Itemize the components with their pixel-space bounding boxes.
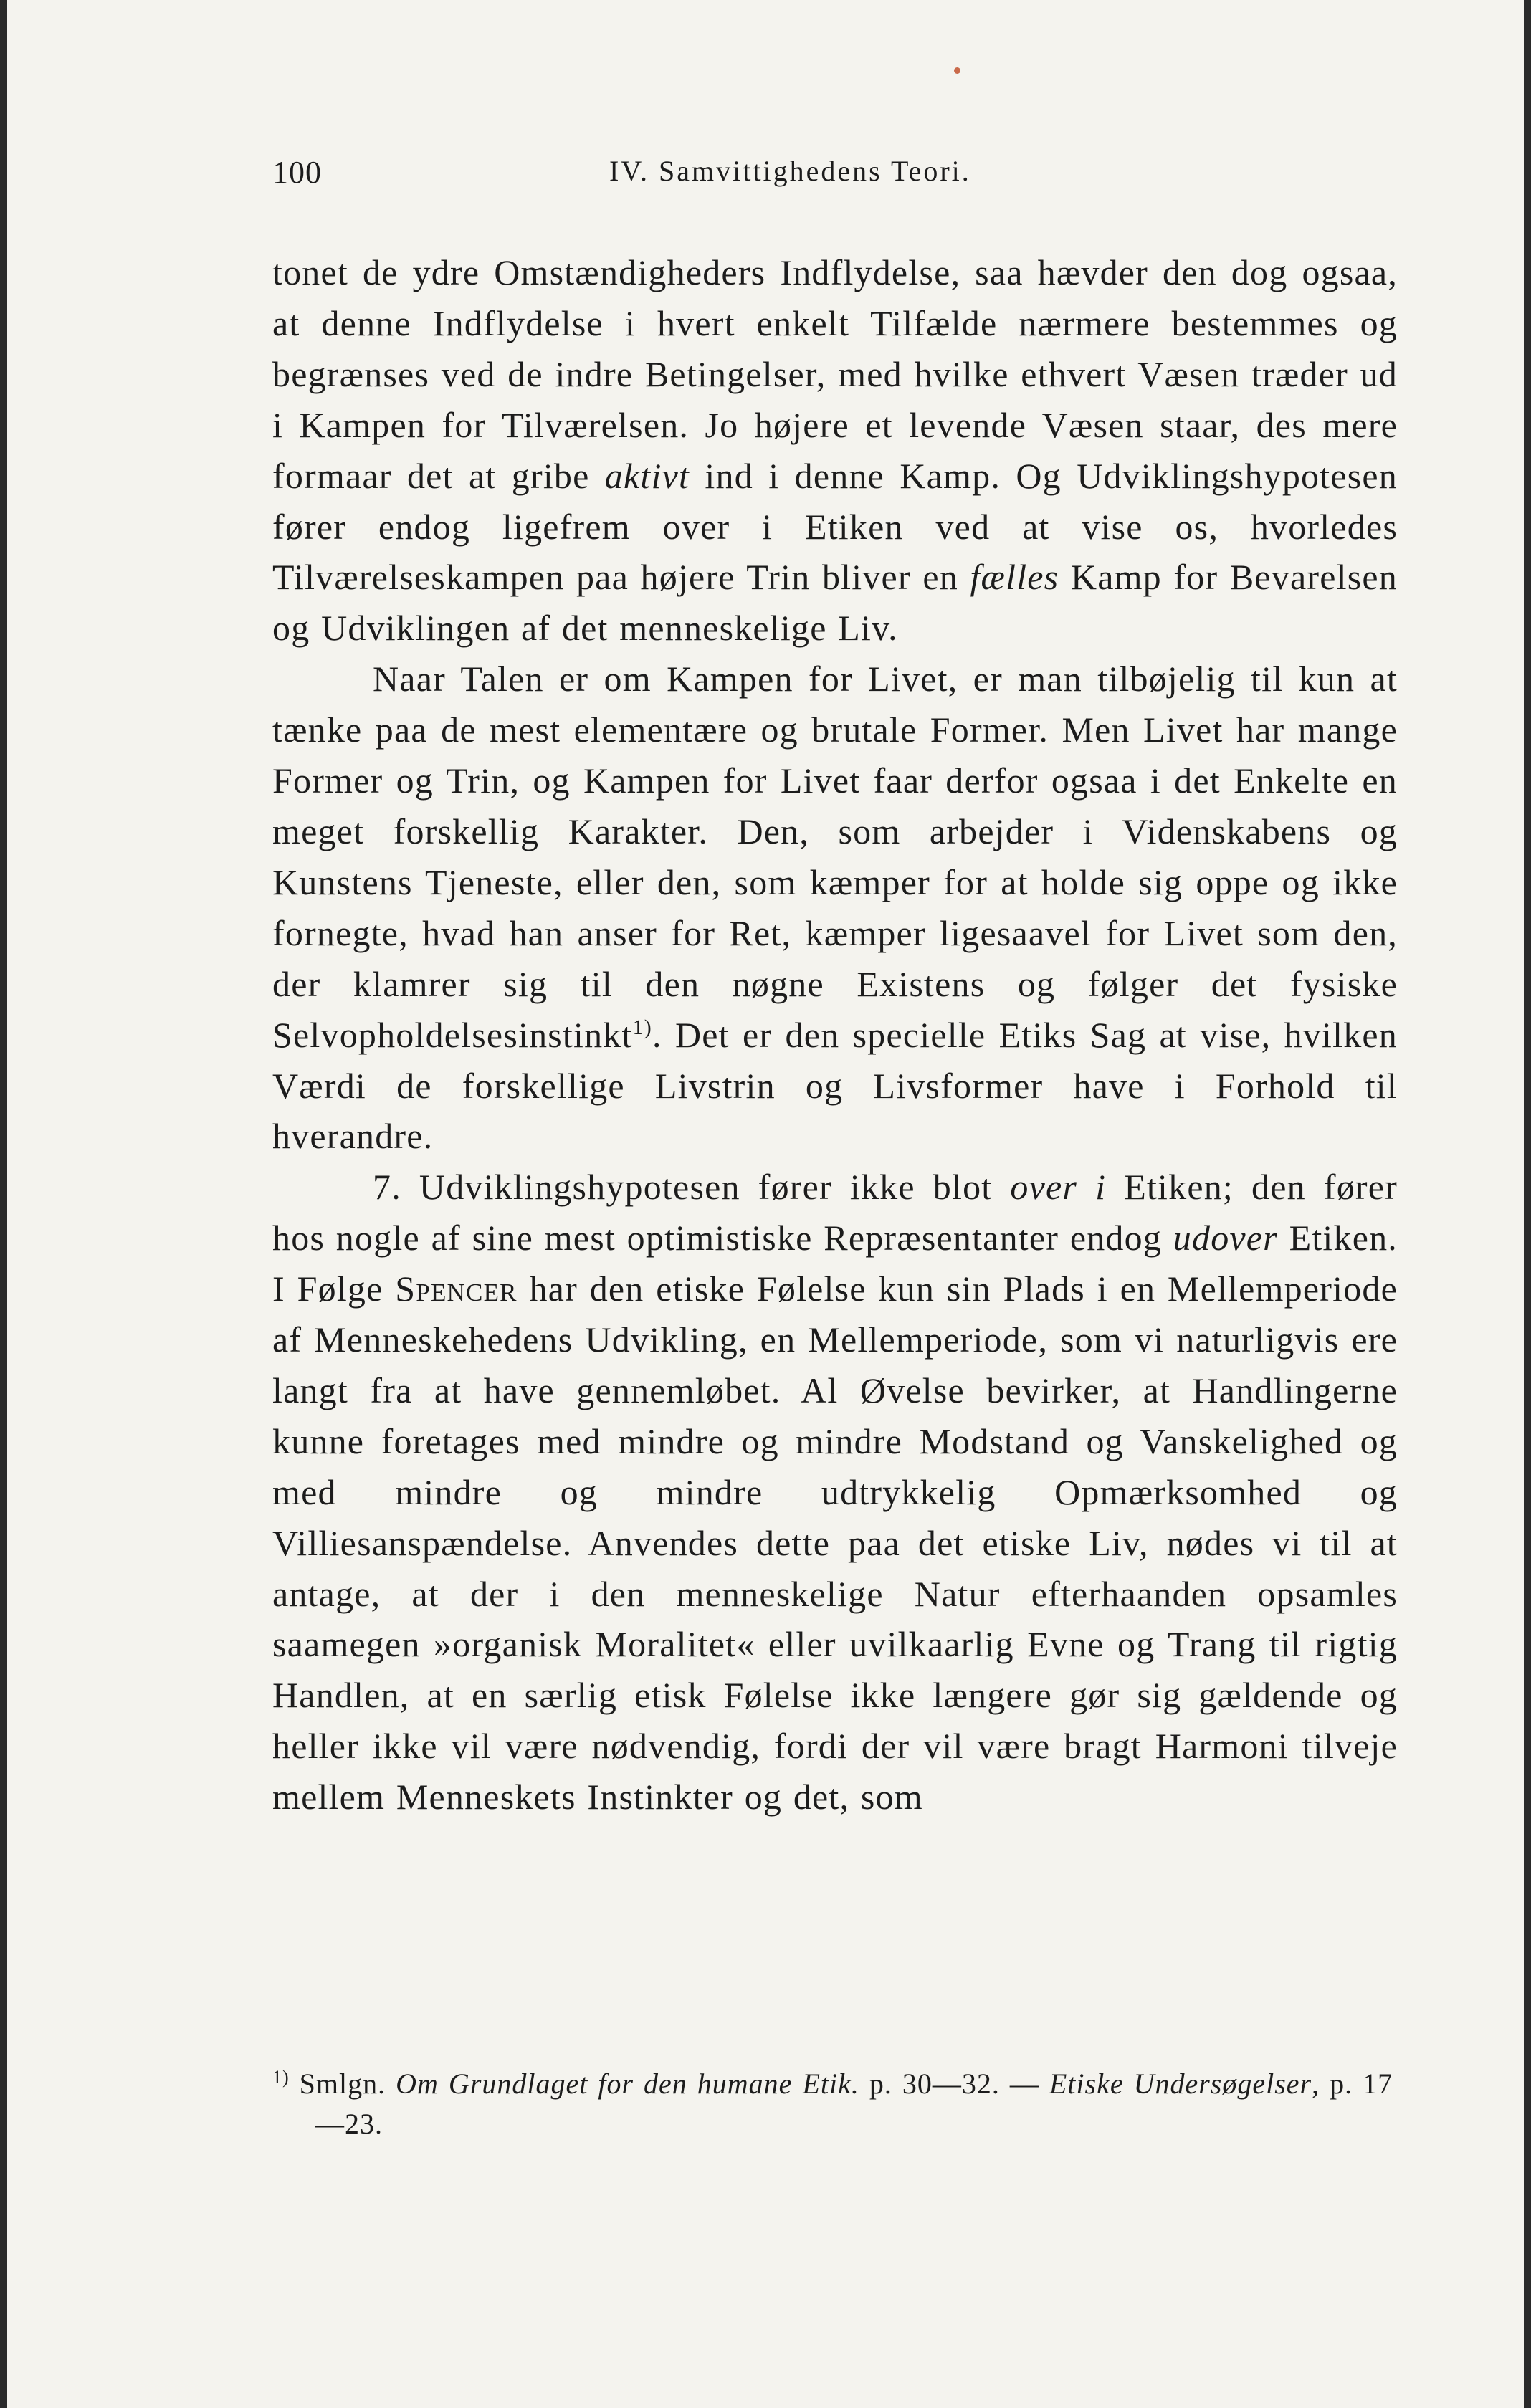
body-text <box>272 247 1398 1822</box>
small-caps-name: Spencer <box>395 1268 518 1309</box>
paragraph <box>272 247 1398 654</box>
footnote <box>272 2064 1398 2144</box>
text-run: ind i denne Kamp. Og Udviklingshypotesen fører endog ligefrem over i Etiken ved at vise os, hvorledes Tilværelseskampen paa højere Trin bliver en <box>272 455 1398 598</box>
italic-text: over <box>1010 1167 1078 1208</box>
text-run: p. 30—32. — <box>859 2068 1049 2100</box>
text-run: Smlgn. <box>289 2068 396 2100</box>
page-number: 100 <box>272 155 322 190</box>
text-run: Naar Talen er om Kampen for Livet, er man tilbøjelig til kun at tænke paa de mest elementære og brutale Former. Men Livet har mange Former og Trin, og Kampen for Livet faar derfor ogsaa i det Enkelte en meget forskellig Karakter. Den, som arbejder i Videnskabens og Kunstens Tjeneste, eller den, som kæmper for at holde sig oppe og ikke fornegte, hvad han anser for Ret, kæmper ligesaavel for Livet som den, der klamrer sig til den nøgne Existens og følger det fysiske Selvopholdelsesinstinkt <box>272 659 1398 1055</box>
italic-text: aktivt <box>604 455 690 496</box>
scan-edge-right <box>1524 0 1531 2408</box>
footnote-marker: 1) <box>632 1015 652 1039</box>
scan-edge-left <box>0 0 7 2408</box>
text-run <box>1077 1167 1095 1207</box>
text-run: tonet de ydre Omstændigheders Indflydelse, saa hævder den dog ogsaa, at denne Indflydelse i hvert enkelt Tilfælde nærmere bestemmes og begrænses ved de indre Betingelser, med hvilke ethvert Væsen træder ud i Kampen for Tilværelsen. Jo højere et levende Væsen staar, des mere formaar det at gribe <box>272 252 1398 496</box>
italic-text: Etiske Undersøgelser <box>1049 2068 1312 2100</box>
paragraph <box>272 654 1398 1162</box>
ink-speck <box>954 67 960 74</box>
text-run: Kamp for Bevarelsen og Udviklingen af det menneskelige Liv. <box>272 557 1398 649</box>
text-run: Etiken; den fører hos nogle af sine mest optimistiske Repræsentanter endog <box>272 1167 1398 1258</box>
text-run: . Det er den specielle Etiks Sag at vise, hvilken Værdi de forskellige Livstrin og Livsformer have i Forhold til hverandre. <box>272 1014 1398 1157</box>
page-header <box>272 154 1398 197</box>
paragraph <box>272 1162 1398 1822</box>
italic-text: Om Grundlaget for den humane Etik. <box>396 2068 859 2100</box>
footnotes <box>272 2064 1398 2144</box>
text-run: 7. Udviklingshypotesen fører ikke blot <box>373 1167 1011 1208</box>
running-head: IV. Samvittighedens Teori. <box>609 155 971 187</box>
text-run: Etiken. I Følge <box>272 1218 1398 1309</box>
italic-text: udover <box>1173 1218 1278 1258</box>
italic-text: fælles <box>970 557 1059 598</box>
text-run: har den etiske Følelse kun sin Plads i en Mellemperiode af Menneskehedens Udvikling, en Mellemperiode, som vi naturligvis ere langt fra at have gennemløbet. Al Øvelse bevirker, at Handlingerne kunne foretages med mindre og mindre Modstand og Vanskelighed og med mindre og mindre udtrykkelig Opmærksomhed og Villiesanspændelse. Anvendes dette paa det etiske Liv, nødes vi til at antage, at der i den menneskelige Natur efterhaanden opsamles saamegen »organisk Moralitet« eller uvilkaarlig Evne og Trang til rigtig Handlen, at en særlig etisk Følelse ikke længere gør sig gældende og heller ikke vil være nødvendig, fordi der vil være bragt Harmoni tilveje mellem Menneskets Instinkter og det, som <box>272 1268 1398 1817</box>
footnote-marker: 1) <box>272 2067 290 2088</box>
italic-text: i <box>1095 1167 1107 1208</box>
text-run: , p. 17—23. <box>315 2068 1393 2140</box>
